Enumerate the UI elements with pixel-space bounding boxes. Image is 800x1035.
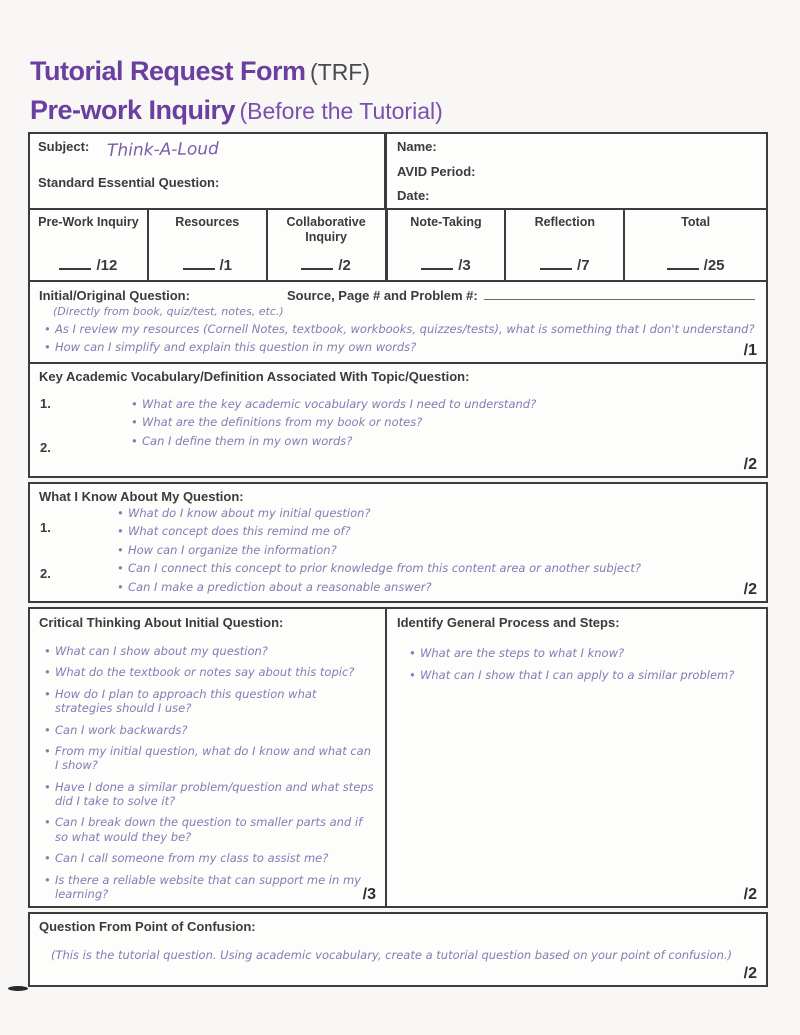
bullet-list <box>117 506 757 594</box>
source-blank-line <box>484 287 755 300</box>
bullet-item: • What do the textbook or notes say about this topic? <box>44 665 376 679</box>
bullet-item: • Can I break down the question to smaller parts and if so what would they be? <box>44 815 376 844</box>
score-blank <box>301 257 333 270</box>
section-title: Key Academic Vocabulary/Definition Associated With Topic/Question: <box>39 369 470 384</box>
points-value: /1 <box>743 342 757 359</box>
bullet-item: • How do I plan to approach this question what strategies should I use? <box>44 687 376 716</box>
list-number-1: 1. <box>40 520 51 535</box>
bullet-item: • What concept does this remind me of? <box>117 524 757 538</box>
bullet-item: • Can I define them in my own words? <box>131 434 757 448</box>
points-value: /3 <box>362 886 376 903</box>
score-label: Total <box>681 215 711 229</box>
bullet-item: • Can I make a prediction about a reasonable answer? <box>117 580 757 594</box>
bullet-item: • What can I show that I can apply to a similar problem? <box>409 668 756 682</box>
header-table <box>28 132 768 210</box>
bullet-item: • Is there a reliable website that can support me in my learning? <box>44 873 376 902</box>
points-value: /2 <box>743 965 757 982</box>
bullet-item: • What can I show about my question? <box>44 644 376 658</box>
section-title: What I Know About My Question: <box>39 489 244 504</box>
bullet-list <box>131 397 757 448</box>
bullet-item: • Can I connect this concept to prior knowledge from this content area or another subject? <box>117 561 757 575</box>
section-title: Identify General Process and Steps: <box>397 615 620 630</box>
score-value <box>272 257 381 274</box>
points-value: /2 <box>743 886 757 903</box>
score-value <box>629 257 762 274</box>
scan-smudge-mark <box>8 986 28 991</box>
score-max: /7 <box>577 257 590 274</box>
bullet-list <box>44 322 757 355</box>
score-cell-total <box>625 210 766 280</box>
section-two-column <box>28 607 768 908</box>
score-max: /1 <box>219 257 233 274</box>
section-title: Critical Thinking About Initial Question: <box>39 615 284 630</box>
form-title-block <box>30 54 443 132</box>
score-blank <box>59 257 91 270</box>
bullet-item: • Have I done a similar problem/question and what steps did I take to solve it? <box>44 780 376 809</box>
subject-handwritten-value: Think-A-Loud <box>107 139 220 161</box>
score-value <box>510 257 619 274</box>
bullet-item: • How can I simplify and explain this question in my own words? <box>44 340 757 354</box>
score-value <box>34 257 143 274</box>
handwritten-note: (Directly from book, quiz/test, notes, etc.) <box>53 305 284 318</box>
list-number-2: 2. <box>40 440 51 455</box>
score-table <box>28 208 768 282</box>
score-max: /3 <box>458 257 471 274</box>
bullet-item: • What are the steps to what I know? <box>409 646 756 660</box>
source-label: Source, Page # and Problem #: <box>287 288 478 303</box>
points-value: /2 <box>743 581 757 598</box>
header-left-cell <box>30 134 387 208</box>
score-cell-notetaking <box>388 210 507 280</box>
form-title: Tutorial Request Form <box>30 56 306 86</box>
form-title-line1 <box>30 54 443 93</box>
bullet-list <box>44 644 376 901</box>
score-label: Collaborative Inquiry <box>286 215 366 244</box>
bullet-item: • What do I know about my initial question? <box>117 506 757 520</box>
initial-question-header-row <box>39 287 757 303</box>
score-label: Pre-Work Inquiry <box>38 215 139 229</box>
section-title: Initial/Original Question: <box>39 288 190 303</box>
form-title-abbrev: (TRF) <box>309 59 371 85</box>
avid-period-label: AVID Period: <box>397 163 476 179</box>
bullet-list <box>409 646 756 683</box>
score-cell-collaborative <box>268 210 388 280</box>
bullet-item: • From my initial question, what do I know and what can I show? <box>44 744 376 773</box>
score-label: Reflection <box>534 215 596 229</box>
section-point-of-confusion <box>28 912 768 987</box>
section-initial-question <box>28 280 768 364</box>
form-title-line2 <box>30 93 443 132</box>
date-label: Date: <box>397 188 430 203</box>
section-critical-thinking <box>30 609 387 906</box>
score-cell-reflection <box>506 210 625 280</box>
section-what-i-know <box>28 482 768 603</box>
bullet-item: • Can I call someone from my class to assist me? <box>44 851 376 865</box>
list-number-2: 2. <box>40 566 51 581</box>
score-value <box>392 257 501 274</box>
bullet-item: • As I review my resources (Cornell Notes, textbook, workbooks, quizzes/tests), what is something that I don't understand? <box>44 322 757 336</box>
bullet-item: • What are the definitions from my book or notes? <box>131 415 757 429</box>
score-value <box>153 257 262 274</box>
list-number-1: 1. <box>40 396 51 411</box>
subject-label: Subject: <box>38 139 90 154</box>
bullet-item: • How can I organize the information? <box>117 543 757 557</box>
bullet-item: • What are the key academic vocabulary words I need to understand? <box>131 397 757 411</box>
bullet-item: • Can I work backwards? <box>44 723 376 737</box>
handwritten-note: (This is the tutorial question. Using academic vocabulary, create a tutorial question based on your point of confusion.) <box>51 948 733 962</box>
essential-question-label: Standard Essential Question: <box>38 175 220 190</box>
score-cell-prework <box>30 210 149 280</box>
section-general-process <box>387 609 766 906</box>
trf-form <box>28 132 768 987</box>
section-vocabulary <box>28 362 768 478</box>
points-value: /2 <box>743 456 757 473</box>
score-blank <box>667 257 699 270</box>
form-subtitle: Pre-work Inquiry <box>30 95 236 125</box>
score-label: Resources <box>175 215 240 229</box>
section-title: Question From Point of Confusion: <box>39 919 256 934</box>
name-label: Name: <box>397 139 437 154</box>
score-max: /25 <box>703 257 725 274</box>
score-blank <box>183 257 215 270</box>
score-max: /12 <box>96 257 118 274</box>
score-blank <box>540 257 572 270</box>
score-label: Note-Taking <box>410 215 482 229</box>
score-cell-resources <box>149 210 268 280</box>
score-max: /2 <box>338 257 351 274</box>
header-right-cell <box>387 134 766 208</box>
subject-row <box>38 139 376 160</box>
form-subtitle-qualifier: (Before the Tutorial) <box>239 98 443 124</box>
score-blank <box>421 257 453 270</box>
